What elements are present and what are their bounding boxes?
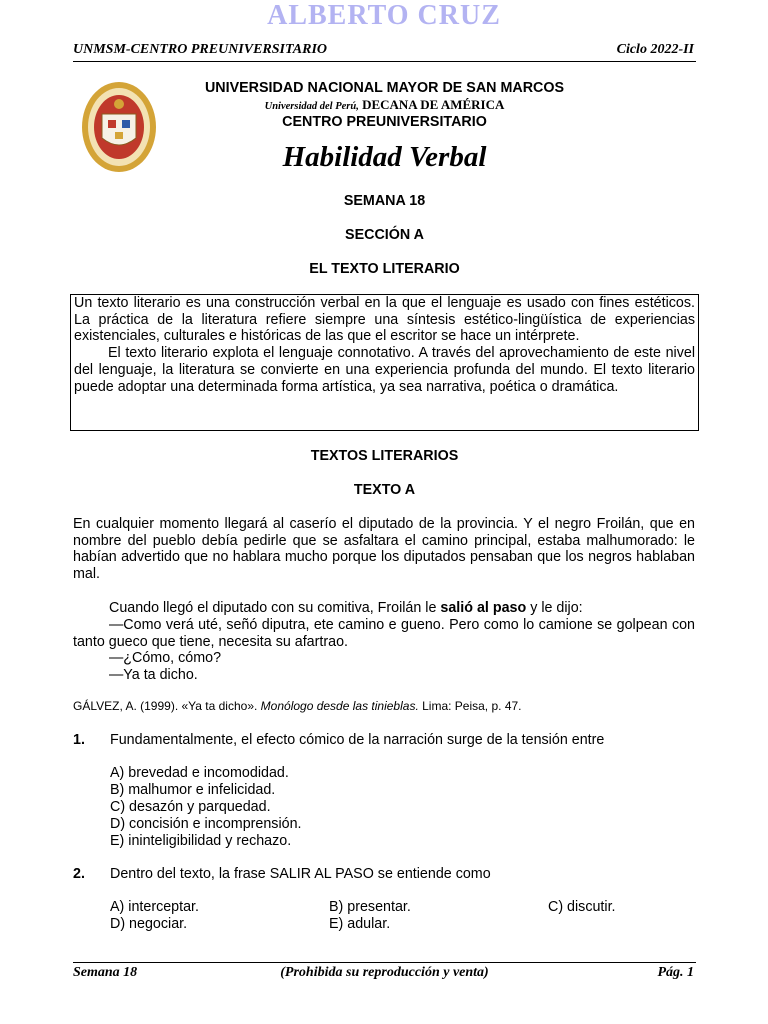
question-1-option-a: A) brevedad e incomodidad.	[110, 765, 289, 781]
text-a-heading: TEXTO A	[353, 482, 416, 498]
section-heading: SECCIÓN A	[345, 227, 424, 243]
text-a-paragraph-1: En cualquier momento llegará al caserío el diputado de la provincia. Y el negro Froilán, que en nombre del pueblo debía pedirle que se asfaltara el camino principal, estaba malhumorado: le habían advertido que no hablara mucho porque los diputados pensaban que los negros hablaban mal.	[73, 516, 695, 583]
question-2-option-b: B) presentar.	[329, 899, 411, 915]
center-name: CENTRO PREUNIVERSITARIO	[282, 114, 487, 130]
text-a-dialogue-1: —Como verá uté, señó diputra, ete camino e gueno. Pero como lo camione se golpean con tanto gueco que tiene, necesita su afartrao.	[73, 617, 695, 650]
paragraph-2-end: y le dijo:	[526, 600, 583, 616]
week-heading: SEMANA 18	[343, 193, 426, 209]
question-1-option-c: C) desazón y parquedad.	[110, 799, 271, 815]
page-number: Pág. 1	[657, 965, 694, 980]
citation-publisher: Lima: Peisa, p. 47.	[418, 699, 522, 713]
citation-title: Monólogo desde las tinieblas.	[260, 699, 419, 713]
header-cycle: Ciclo 2022-II	[616, 42, 694, 57]
footer-week: Semana 18	[73, 965, 138, 980]
footer-notice: (Prohibida su reproducción y venta)	[280, 965, 489, 980]
header-institution: UNMSM-CENTRO PREUNIVERSITARIO	[73, 42, 328, 57]
texts-heading: TEXTOS LITERARIOS	[310, 448, 459, 464]
definition-box	[70, 294, 699, 431]
text-a-paragraph-2	[73, 600, 695, 617]
text-a-dialogue-2: —¿Cómo, cómo?	[109, 650, 222, 666]
tagline-small: Universidad del Perú,	[264, 101, 359, 112]
question-1-option-b: B) malhumor e infelicidad.	[110, 782, 276, 798]
paragraph-2-emphasis: salió al paso	[440, 600, 527, 616]
page-title: Habilidad Verbal	[282, 141, 487, 173]
footer-rule	[73, 962, 696, 963]
question-1-text: Fundamentalmente, el efecto cómico de la narración surge de la tensión entre	[110, 732, 605, 748]
watermark: ALBERTO CRUZ	[267, 0, 501, 31]
question-1-options	[110, 765, 302, 850]
tagline-large: DECANA DE AMÉRICA	[358, 97, 505, 112]
text-a-dialogue-3: —Ya ta dicho.	[109, 667, 198, 683]
university-tagline	[73, 96, 696, 114]
topic-heading: EL TEXTO LITERARIO	[309, 261, 460, 277]
question-2-option-c: C) discutir.	[548, 899, 616, 915]
question-1-option-d: D) concisión e incomprensión.	[110, 816, 302, 832]
definition-paragraph-1: Un texto literario es una construcción verbal en la que el lenguaje es usado con fines estéticos. La práctica de la literatura refiere siempre una síntesis estético-lingüística de experiencias existenciales, culturales e históricas de las que el escritor se hace un intérprete.	[74, 295, 695, 345]
question-2-option-e: E) adular.	[329, 916, 391, 932]
question-2-text: Dentro del texto, la frase SALIR AL PASO se entiende como	[110, 866, 491, 882]
question-2-option-d: D) negociar.	[110, 916, 188, 932]
citation	[73, 699, 522, 713]
question-1-option-e: E) ininteligibilidad y rechazo.	[110, 833, 292, 849]
question-2-number: 2.	[73, 866, 85, 882]
paragraph-2-start: Cuando llegó el diputado con su comitiva, Froilán le	[109, 600, 441, 616]
definition-paragraph-2: El texto literario explota el lenguaje connotativo. A través del aprovechamiento de este nivel del lenguaje, la literatura se convierte en una experiencia profunda del mundo. El texto literario puede adoptar una determinada forma artística, ya sea narrativa, poética o dramática.	[74, 345, 695, 395]
citation-author: GÁLVEZ, A. (1999). «Ya ta dicho».	[73, 699, 261, 713]
question-2-option-a: A) interceptar.	[110, 899, 199, 915]
question-1-number: 1.	[73, 732, 85, 748]
header-rule	[73, 61, 696, 62]
university-name: UNIVERSIDAD NACIONAL MAYOR DE SAN MARCOS	[204, 80, 565, 96]
